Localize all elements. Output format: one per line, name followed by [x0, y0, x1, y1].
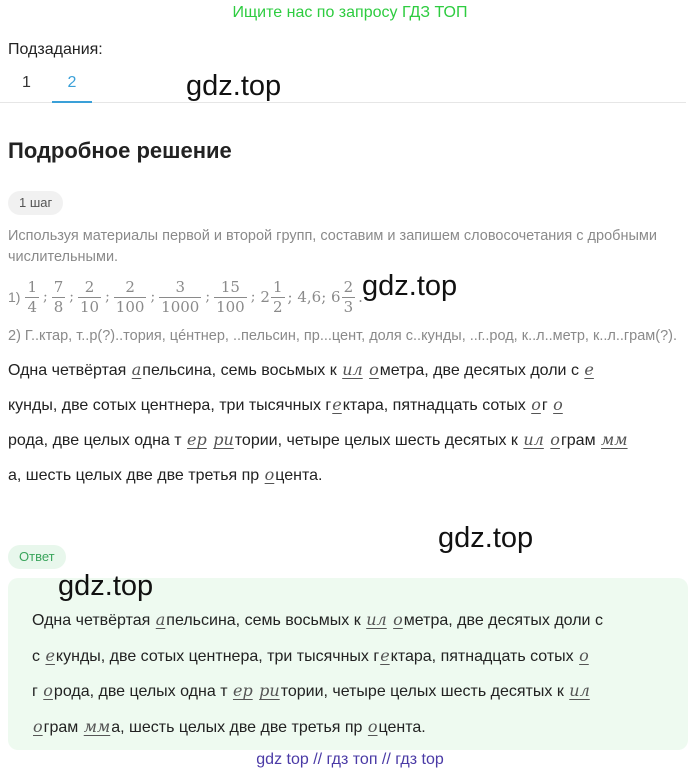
fraction: $\frac{2}{100}$ [115, 277, 145, 316]
handwritten-letter: ри [213, 430, 234, 449]
handwritten-letter: о [264, 465, 275, 484]
handwritten-letter: о [367, 716, 378, 736]
handwritten-letter: о [553, 395, 563, 414]
section-title: Подробное решение [8, 138, 232, 163]
handwritten-letter: ил [523, 430, 544, 449]
watermark: gdz.top [362, 270, 458, 302]
handwritten-letter: ри [259, 681, 280, 700]
handwritten-letter: ил [342, 360, 363, 379]
search-banner: Ищите нас по запросу ГДЗ ТОП [232, 4, 468, 21]
fraction: $\frac{2}{10}$ [79, 277, 100, 316]
task-condition: Используя материалы первой и второй групп, составим и запишем словосочетания с дробными числительными. [8, 228, 657, 265]
handwritten-letter: а [131, 360, 142, 379]
tab-subtask-1[interactable]: 1 [22, 74, 31, 91]
step-badge: 1 шаг [8, 191, 63, 215]
subtask-tabs [0, 66, 686, 103]
fraction: $\frac{3}{1000}$ [161, 277, 200, 316]
watermark: gdz.top [186, 70, 282, 102]
fraction: $\frac{15}{100}$ [216, 277, 245, 316]
handwritten-letter: е [584, 360, 594, 379]
fraction: $\frac{2}{3}$ [343, 277, 354, 316]
handwritten-letter: мм [83, 716, 111, 736]
answer-badge: Ответ [8, 545, 66, 569]
answer-text: Одна четвёртая апельсина, семь восьмых к ил ометра, две десятых доли с с екунды, две сотых центнера, три тысячных гектара, пятнадцать сотых о г орода, две целых одна т ер ритории, четыре целых шесть десятых к ил ограм мма, шесть целых две две третья пр оцента. [32, 610, 603, 736]
handwritten-letter: ер [232, 681, 253, 700]
handwritten-letter: о [531, 395, 541, 414]
mixed-whole: 2 [260, 288, 270, 306]
decimals: ; 4,6; 6 [287, 288, 341, 306]
fraction: $\frac{1}{4}$ [27, 277, 37, 316]
handwritten-letter: е [380, 645, 390, 665]
handwritten-letter: а [155, 610, 166, 629]
watermark: gdz.top [58, 570, 154, 602]
handwritten-letter: о [33, 716, 43, 736]
footer-links[interactable]: gdz top // гдз топ // гдз top [256, 751, 444, 768]
subtasks-label: Подзадания: [8, 41, 103, 58]
fraction: $\frac{7}{8}$ [53, 277, 64, 316]
handwritten-letter: ил [366, 610, 387, 629]
handwritten-letter: о [579, 645, 589, 665]
fraction: $\frac{1}{2}$ [272, 277, 283, 316]
handwritten-letter: о [393, 610, 403, 629]
solution-text: Одна четвёртая апельсина, семь восьмых к ил ометра, две десятых доли с е кунды, две сотых центнера, три тысячных гектара, пятнадцать сотых ог о рода, две целых одна т ер ритории, четыре целых шесть десятых к ил ограм мм а, шесть целых две две третья пр оцента. [8, 360, 628, 484]
fraction-list: 1) $\frac{1}{4}$ ; $\frac{7}{8}$ ; $\frac{2}{10}$ ; $\frac{2}{100}$ ; $\frac{3}{1000}$ ; $\frac{15}{100}$ ; 2 $\frac{1}{2}$ ; 4,6; 6 $\frac{2}{3}$ . [8, 277, 363, 316]
list-number: 1) [8, 289, 21, 305]
watermark: gdz.top [438, 522, 534, 554]
handwritten-letter: е [332, 395, 342, 414]
list-end: . [358, 288, 363, 306]
handwritten-letter: ил [569, 681, 590, 700]
handwritten-letter: о [43, 681, 53, 700]
word-list: 2) Г..ктар, т..р(?)..тория, цéнтнер, ..пельсин, пр...цент, доля с..кунды, ..г..род, к..л..метр, к..л..грам(?). [8, 328, 678, 344]
handwritten-letter: мм [601, 430, 628, 449]
handwritten-letter: о [369, 360, 379, 379]
handwritten-letter: е [45, 645, 55, 665]
handwritten-letter: о [550, 430, 560, 449]
tab-subtask-2[interactable]: 2 [52, 74, 92, 103]
handwritten-letter: ер [187, 430, 207, 449]
